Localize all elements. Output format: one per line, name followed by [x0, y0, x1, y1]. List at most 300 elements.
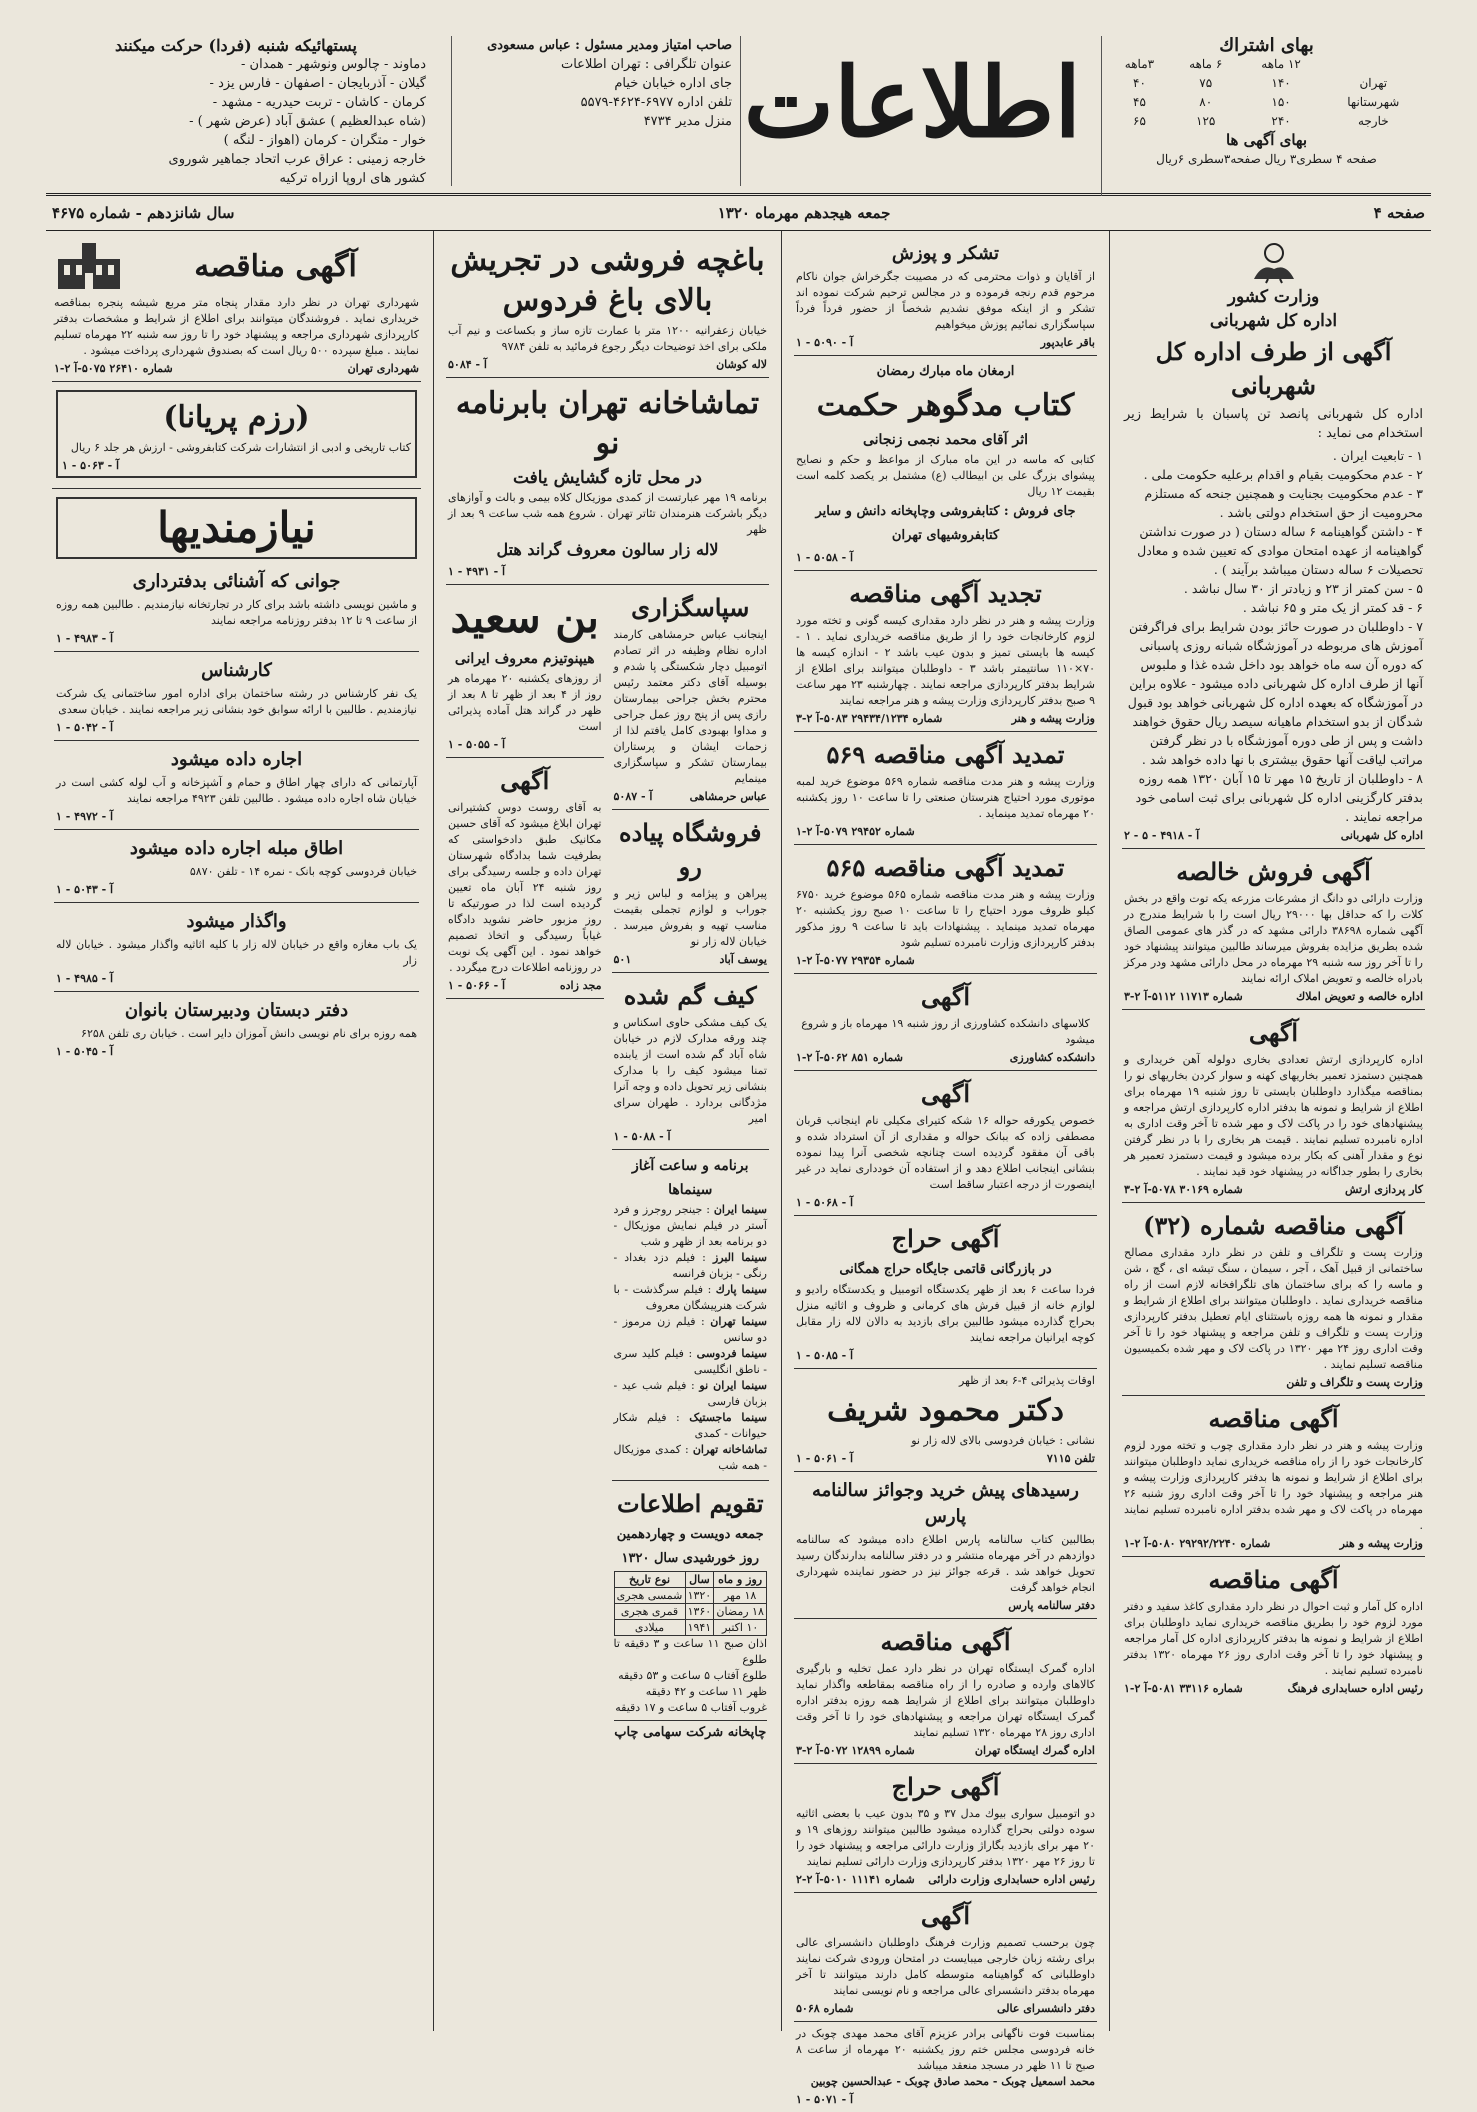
ad-title: آگهی مناقصه — [1208, 1565, 1339, 1594]
info-line: جای اداره خیابان خیام — [614, 76, 732, 91]
ad-author: اثر آقای محمد نجمی زنجانی — [862, 432, 1028, 448]
signature-text: اداره گمرك ایستگاه تهران — [974, 1744, 1095, 1757]
ad-body: از روزهای یکشنبه ۲۰ مهرماه هر روز از ۴ بعد از ظهر تا ۸ بعد از ظهر در گراند هتل آماده پذیرائی است — [448, 672, 602, 733]
ad-title: کیف گم شده — [623, 981, 757, 1010]
book-razm-ad — [52, 382, 421, 489]
doctor-address: نشانی : خیابان فردوسی بالای لاله زار نو — [911, 1434, 1095, 1447]
ad-kicker: ارمغان ماه مبارك رمضان — [876, 364, 1015, 379]
sub-price: ۱۵۰ — [1271, 95, 1291, 109]
cinema-entry: سینما ماجستیک : فیلم شکار حیوانات - کمدی — [613, 1411, 767, 1440]
police-conditions — [1124, 446, 1423, 826]
university-ad — [794, 1893, 1097, 2022]
info-line: عنوان تلگرافی : تهران اطلاعات — [560, 57, 732, 72]
renew-565-ad — [794, 845, 1097, 974]
postal-line: خارجه زمینی : عراق عرب اتحاد جماهیر شوروی — [168, 152, 426, 167]
calendar-box — [612, 1481, 770, 1751]
ad-body: یک نفر کارشناس در رشته ساختمان برای اداره امور ساختمانی یک شرکت نیازمندیم . طالبین با ارائه سوابق خود بنشانی زیر مراجعه نمایند . خیابان سعدی — [56, 687, 417, 716]
masthead — [46, 28, 1431, 196]
classified-item — [54, 903, 419, 992]
publisher-info — [451, 36, 741, 186]
cinema-entry: سینما پارك : فیلم سرگذشت - با شرکت هنرپیشگان معروف — [613, 1283, 768, 1312]
newspaper-title — [743, 28, 1081, 193]
column-4 — [46, 231, 427, 2031]
ad-subtitle: در بازرگانی قاتمی جایگاه حراج همگانی — [839, 1262, 1052, 1277]
classified-item — [54, 652, 419, 741]
ad-signature — [796, 1196, 1095, 1209]
ad-title: تمدید آگهی مناقصه ۵۶۹ — [826, 740, 1065, 769]
cinema-name: سینما ایران نو — [699, 1379, 768, 1392]
classified-item — [54, 830, 419, 903]
cinema-entry: سینما فردوسی : فیلم کلید سری - ناطق انگلیسی — [613, 1347, 768, 1376]
yearbook-ad — [794, 1472, 1097, 1619]
col-head: ۳ماهه — [1124, 57, 1155, 71]
ad-signature — [796, 1744, 1095, 1757]
column-1 — [1116, 231, 1431, 2031]
ad-title: جوانی که آشنائی بدفترداری — [132, 571, 341, 592]
ad-code: شماره ۲۶۴۱۰ ۵۰۷۵-آ ۲-۱ — [54, 362, 173, 375]
ad-title: آگهی مناقصه — [1208, 1404, 1339, 1433]
agri-college-ad — [794, 974, 1097, 1071]
signature-text: اداره کل شهربانی — [1340, 829, 1423, 842]
prayer-time: ظهر ۱۱ ساعت و ۴۲ دقیقه — [645, 1685, 767, 1698]
ad-title: آگهی — [500, 766, 550, 795]
ad-body: وزارت پیشه و هنر در نظر دارد مقداری چوب و تخته مورد لزوم کارخانجات خود را از راه مناقصه خریداری نماید داوطلبان میتوانند برای اطلاع از شرایط و نمونه ها بدفتر کارپردازی وزارت پیشه و هنر مراجعه و پیشنهاد خود را تا آخر وقت اداری روز شنبه ۲۶ مهرماه در پاکت لاک و مهر شده بدفتر اداره نامبرده تسلیم نمایند . — [1124, 1439, 1423, 1532]
list-item: ۸ - داوطلبان از تاریخ ۱۵ مهر تا ۱۵ آبان ۱۳۲۰ همه روزه بدفتر کارگزینی اداره کل شهربانی برای ثبت اسامی خود مراجعه نمایند . — [1135, 771, 1423, 824]
ad-signature — [796, 1051, 1095, 1064]
ad-body: خصوص یکورقه حواله ۱۶ شکه کتیرای مکیلی نام اینجانب قربان مصطفی زاده که ببانک حواله و مقداری از آن استرداد شده و باقی آن مفقود گردیده است چنانچه شخصی آنرا پیدا نموده بنشانی اینجانب اطلاع دهد و از استفاده آن خودداری نماید در غیر اینصورت از درجه اعتبار ساقط است — [796, 1114, 1095, 1191]
theatre-venue: لاله زار سالون معروف گراند هتل — [496, 540, 719, 559]
stats-tender-ad — [1122, 1557, 1425, 1701]
ad-body: بمناسبت فوت ناگهانی برادر عزیزم آقای محمد مهدی چوبک در خانه فردوسی مجلس ختم روز یکشنبه ۲۰ مهرماه از ساعت ۸ صبح تا ۱۱ ظهر در مسجد منعقد میباشد — [796, 2027, 1095, 2072]
signature-text: محمد اسمعیل چوبک - محمد صادق چوبک - عبدالحسین چوبین — [810, 2075, 1095, 2088]
column-3 — [440, 231, 775, 2031]
ad-signature — [1124, 1183, 1423, 1196]
ad-code: شماره ۲۹۴۵۲ ۵۰۷۹-آ ۲-۱ — [796, 825, 915, 838]
ad-signature — [448, 358, 767, 371]
ad-code: آ - ۵۰۸۸ - ۱ — [613, 1130, 671, 1143]
cinema-film: فیلم دزد بغداد - رنگی - بزبان فرانسه — [613, 1251, 767, 1280]
ad-code: شماره ۱۱۱۴۱ ۵۰۱۰-آ ۲-۲ — [796, 1873, 915, 1886]
ad-code: شماره ۲۹۴۳۴/۱۲۳۴ ۵۰۸۳-آ ۲-۳ — [796, 712, 943, 725]
ad-signature — [56, 883, 417, 896]
ad-body: فردا ساعت ۶ بعد از ظهر یکدستگاه اتومبیل و یکدستگاه رادیو و لوازم خانه از قبیل فرش های کرمانی و ظروف و اثاثیه منزل بحراج گذارده میشود طالبین برای بازدید به دالان لاله زار مقابل کوچه ایرانیان مراجعه نمایند — [796, 1283, 1095, 1344]
gratitude-ad — [612, 585, 770, 810]
classifieds-banner — [56, 497, 417, 559]
ad-body: آپارتمانی که دارای چهار اطاق و حمام و آشپزخانه و آب لوله کشی است در خیابان شاه اجاره داده میشود . طالبین تلفن ۴۹۲۳ مراجعه نمایند — [56, 776, 417, 805]
ad-code: شماره ۱۲۸۹۹ ۵۰۷۲-آ ۲-۳ — [796, 1744, 915, 1757]
condolence-ad — [794, 2022, 1097, 2112]
lion-sun-emblem-icon — [1124, 239, 1423, 285]
signature-text: دانشکده کشاورزی — [1009, 1051, 1095, 1064]
ad-signature — [1124, 1537, 1423, 1550]
sub-price: ۱۲۵ — [1196, 114, 1216, 128]
info-line: صاحب امتیاز ومدیر مسئول : عباس مسعودی — [487, 38, 732, 53]
sub-price: ۴۰ — [1133, 76, 1146, 90]
postal-line: گیلان - آذربایجان - اصفهان - فارس یزد - — [209, 76, 426, 91]
list-item: ۷ - داوطلبان در صورت حائز بودن شرایط برای فراگرفتن آموزش های مربوطه در آموزشگاه شبانه روزی پاسبانی که دوره آن سه ماه خواهد بود داخل شده غذا و ملبوس آنها از طرف اداره کل شهربانی داده میشود - علاوه براین در آموزشگاه که بعهده اداره کل شهربانی خواهد بود قبول شدگان از بدو استخدام ماهیانه سیصد ریال حقوق خواهند داشت و پس از طی دوره آموزشگاه با در نظر گرفتن مراتب لیاقت آنها حقوق بیشتری با نها داده خواهد شد . — [1127, 619, 1423, 767]
ad-signature — [56, 972, 417, 985]
razm-box — [56, 390, 417, 478]
police-recruitment-ad — [1122, 235, 1425, 849]
cinema-entry: سینما تهران : فیلم زن مرموز - دو سانس — [613, 1315, 768, 1344]
doctor-ad — [794, 1369, 1097, 1472]
info-line: تلفن اداره ۶۹۷۷-۴۶۲۴-۵۵۷۹ — [580, 95, 732, 110]
signature-text: رئیس اداره حسابداری فرهنگ — [1287, 1682, 1423, 1695]
list-item: ۵ - سن کمتر از ۲۳ و زیادتر از ۳۰ سال نباشد . — [1183, 581, 1423, 596]
ad-title: اطاق مبله اجاره داده میشود — [129, 838, 344, 859]
police-dept: اداره کل شهربانی — [1209, 311, 1338, 331]
cinema-film: جینجر روجرز و فرد آستر در فیلم نمایش موزیکال - دو برنامه بعد از ظهر و شب — [613, 1203, 767, 1248]
lost-bag-ad — [612, 973, 770, 1150]
ad-title: آگهی — [920, 1901, 971, 1930]
ad-code: آ - ۵۰۶۸ - ۱ — [796, 1196, 854, 1209]
ad-title: تشکر و پوزش — [891, 243, 1000, 264]
split-row — [446, 585, 769, 1751]
col-head: ۶ ماهه — [1189, 57, 1223, 71]
list-item: ۶ - قد کمتر از یک متر و ۶۵ نباشد . — [1242, 600, 1423, 615]
signature-text: مجد زاده — [559, 979, 602, 992]
ad-body: اداره کل آمار و ثبت احوال در نظر دارد مقداری کاغذ سفید و دفتر مورد لزوم خود را بطریق مناقصه خریداری نماید داوطلبان برای اطلاع از شرایط و نمونه ها بدفتر کارپردازی اداره کل آمار مراجعه و پیشنهاد خود را تا آخر وقت اداری روز ۲۶ مهرماه ۱۳۲۰ بدفتر نامبرده تسلیم نمایند . — [1124, 1600, 1423, 1677]
prayer-time: اذان صبح ۱۱ ساعت و ۳ دقیقه تا طلوع — [613, 1637, 767, 1666]
postal-line: دماوند - چالوس ونوشهر - همدان - — [241, 57, 426, 72]
ad-body: یک کیف مشکی حاوی اسکناس و چند ورقه مدارک لازم در خیابان شاه آباد گم شده است از یابنده تمنا میشود کیف را با مدارک بنشانی زیر تحویل داده و وجه آنرا مژدگانی بردارد . طهران سرای امیر — [613, 1016, 767, 1125]
municipality-building-icon — [54, 239, 124, 295]
ad-title: تجدید آگهی مناقصه — [849, 579, 1042, 608]
cinema-name: تماشاخانه تهران — [692, 1443, 768, 1456]
ad-signature — [796, 551, 1095, 564]
ad-body: کتابی که ماسه در این ماه مبارک از مواعظ و حکم و نصایح پیشوای بزرگ علی بن ابیطالب (ع) مشتمل بر یکصد کلمه است بقیمت ۱۲ ریال — [796, 453, 1095, 498]
boutique-ad — [612, 810, 770, 973]
ad-code: آ - ۵۰۶۱ - ۱ — [796, 1452, 854, 1465]
newspaper-name: اطلاعات — [743, 46, 1081, 159]
ad-header-row — [54, 239, 419, 295]
thanks-ad — [794, 235, 1097, 356]
doctor-name: دکتر محمود شریف — [827, 1393, 1064, 1428]
doctor-phone: تلفن ۷۱۱۵ — [1046, 1452, 1095, 1465]
table-header: روز و ماه — [714, 1572, 767, 1588]
ad-code: شماره ۲۹۲۹۲/۲۲۴۰ ۵۰۸۰-آ ۲-۱ — [1124, 1537, 1271, 1550]
ad-code: شماره ۲۹۳۵۴ ۵۰۷۷-آ ۲-۱ — [796, 954, 915, 967]
signature-text: یوسف آباد — [719, 953, 767, 966]
ad-signature — [796, 2093, 1095, 2106]
sub-price: ۴۵ — [1133, 95, 1146, 109]
table-cell: ۱۸ رمضان — [714, 1604, 767, 1620]
col-head — [1322, 55, 1425, 74]
ad-body: همه روزه برای نام نویسی دانش آموزان دایر است . خیابان ری تلفن ۶۲۵۸ — [81, 1027, 417, 1040]
crafts-tender-ad — [1122, 1396, 1425, 1557]
ad-signature — [614, 953, 768, 966]
ad-signature — [448, 565, 767, 578]
ad-body: وزارت دارائی دو دانگ از مشرعات مزرعه یکه توت واقع در بخش کلات را که حداقل بها ۲۹۰۰۰ ریال است را با شرایط مندرج در آگهی شماره ۳۸۶۹۸ دارائی مشهد که در گذر های عمومی الصاق شده بطریق مزایده بفروش میرساند طالبین میتوانند پیشنهاد خود را تا آخر روز سه شنبه ۲۹ مهرماه در محل دارائی مشهد ودر مرکز بادراه خالصه و تعویض املاک ارائه نمایند — [1124, 892, 1423, 985]
table-row — [614, 1620, 767, 1636]
sub-price: ۱۴۰ — [1271, 76, 1291, 90]
year-issue: سال شانزدهم - شماره ۴۶۷۵ — [52, 204, 235, 222]
cinema-film: فیلم کلید سری - ناطق انگلیسی — [613, 1347, 767, 1376]
columns — [46, 231, 1431, 2106]
ad-code: شماره ۳۳۱۱۶ ۵۰۸۱-آ ۲-۱ — [1124, 1682, 1243, 1695]
ad-title: آگهی حراج — [891, 1224, 1000, 1253]
ad-code: شماره ۳۰۱۶۹ ۵۰۷۸-آ ۲-۳ — [1124, 1183, 1243, 1196]
ad-code: ۵۰۱ — [613, 953, 632, 966]
ad-title: اجاره داده میشود — [170, 749, 303, 770]
ad-title: آگهی — [1248, 1018, 1299, 1047]
table-cell: میلادی — [614, 1620, 685, 1636]
ad-signature — [796, 1873, 1095, 1886]
calendar-subtitle: جمعه دویست و چهاردهمین روز خورشیدی سال ۱۳۲۰ — [616, 1527, 764, 1566]
ad-title: واگذار میشود — [186, 911, 287, 932]
signature-text: اداره خالصه و تعویض املاك — [1296, 990, 1423, 1003]
police-title: آگهی از طرف اداره کل شهربانی — [1155, 337, 1392, 400]
table-cell: شمسی هجری — [614, 1588, 685, 1604]
ad-title: تمدید آگهی مناقصه ۵۶۵ — [826, 853, 1065, 882]
table-row — [614, 1588, 767, 1604]
postal-line: کشور های اروپا ازراه ترکیه — [279, 171, 426, 186]
ad-code: آ - ۵۰۵۵ - ۱ — [448, 738, 506, 751]
postal-line: کرمان - کاشان - تربت حیدریه - مشهد - — [212, 95, 426, 110]
police-signature — [1124, 829, 1423, 842]
signature-text: رئیس اداره حسابداری وزارت دارائی — [928, 1873, 1095, 1886]
ad-body: پیراهن و پیژامه و لباس زیر و جوراب و لوازم تجملی بقیمت مناسب تهیه و بفروش میرسد . خیابان لاله زار نو — [613, 887, 767, 948]
cinema-entry: تماشاخانه تهران : کمدی موزیکال - همه شب — [613, 1443, 768, 1472]
ad-code: آ - ۵۰۸۵ - ۱ — [796, 1349, 854, 1362]
dateline — [46, 196, 1431, 231]
calendar-title: تقویم اطلاعات — [616, 1489, 764, 1518]
cinema-name: سینما البرز — [712, 1251, 767, 1264]
garden-sale-ad — [446, 235, 769, 378]
ad-signature — [796, 1349, 1095, 1362]
signature-text: باقر عابدپور — [1040, 336, 1095, 349]
column-rule — [1109, 231, 1110, 2031]
ad-body: اینجانب عباس حرمشاهی کارمند اداره نظام وظیفه در اثر تصادم اتومبیل دچار شکستگی پا شدم و بوسیله آقای دکتر معتمد رئیس محترم بخش جراحی بیمارستان رازی پس از پنج روز عمل جراحی و مداوا بهبودی کامل یافتم لذا از زحمات ایشان و پرستاران بیمارستان تشکر و سپاسگزاری مینمایم — [613, 628, 767, 785]
ad-signature — [614, 790, 768, 803]
ad-title: باغچه فروشی در تجریش بالای باغ فردوس — [450, 243, 765, 318]
ad-title: کتاب مدگوهر حکمت — [816, 388, 1075, 423]
signature-text: وزارت پیشه و هنر — [1339, 1537, 1423, 1550]
ad-signature — [56, 810, 417, 823]
ad-signature — [56, 721, 417, 734]
subscription-heading: بهای اشتراك — [1219, 35, 1314, 56]
ad-code: آ - ۵۰۸۷ — [613, 790, 653, 803]
ad-shop: جای فروش : کتابفروشی وچاپخانه دانش و سایر کتابفروشیهای تهران — [815, 504, 1076, 543]
cinema-name: سینما ماجستیک — [689, 1411, 767, 1424]
ad-code: آ - ۵۰۴۲ - ۱ — [56, 721, 114, 734]
table-cell: ۱۸ مهر — [714, 1588, 767, 1604]
signature-text: لاله کوشان — [716, 358, 767, 371]
ad-title: رسیدهای پیش خرید وجوائز سالنامه پارس — [811, 1480, 1079, 1527]
subscription-table — [1108, 55, 1425, 131]
ad-body: کتاب تاریخی و ادبی از انتشارات شرکت کتابفروشی - ارزش هر جلد ۶ ریال — [70, 441, 411, 454]
ad-body: خیابان زعفرانیه ۱۲۰۰ متر با عمارت تازه ساز و بکساعت و نیم آب ملکی برای اخذ توضیحات دیگر رجوع فرمائید به تلفن ۹۷۸۴ — [448, 324, 767, 353]
ad-subtitle: در محل تازه گشایش یافت — [512, 468, 702, 488]
ad-signature — [796, 336, 1095, 349]
sub-price: ۸۰ — [1199, 95, 1213, 109]
municipality-tender-ad — [52, 235, 421, 382]
ad-title: آگهی فروش خالصه — [1176, 857, 1371, 886]
table-cell: ۱۰ اکتبر — [714, 1620, 767, 1636]
court-notice-ad — [446, 758, 604, 999]
ad-signature — [1124, 1682, 1423, 1695]
ad-code: آ - ۵۰۶۳ - ۱ — [62, 459, 120, 472]
ad-signature — [796, 712, 1095, 725]
ad-title: بن سعید — [450, 593, 599, 642]
ad-signature — [796, 954, 1095, 967]
ad-body: بطالبین کتاب سالنامه پارس اطلاع داده میشود که سالنامه دوازدهم در آخر مهرماه منتشر و در دفتر سالنامه بدارندگان رسید تحویل خواهد شد . قرعه جوائز نیز در حضور نماینده شهرداری انجام خواهد گرفت — [796, 1533, 1095, 1594]
ad-code: آ - ۵۰۴۳ - ۱ — [56, 883, 114, 896]
ad-title: آگهی — [920, 982, 971, 1011]
ad-code: آ - ۴۹۸۳ - ۱ — [56, 632, 114, 645]
police-intro: اداره کل شهربانی پانصد تن پاسبان با شرایط زیر استخدام می نماید : — [1124, 407, 1423, 441]
ad-code: آ - ۴۹۷۲ - ۱ — [56, 810, 114, 823]
column-2 — [788, 231, 1103, 2106]
ad-title: آگهی مناقصه — [194, 249, 357, 284]
prayer-time: غروب آفتاب ۵ ساعت و ۱۷ دقیقه — [615, 1701, 767, 1714]
cinema-heading: برنامه و ساعت آغاز سینماها — [631, 1158, 749, 1198]
cinema-film: فیلم شکار حیوانات - کمدی — [613, 1411, 767, 1440]
cinema-entry: سینما البرز : فیلم دزد بغداد - رنگی - بزبان فرانسه — [613, 1251, 767, 1280]
ad-body: به آقای روست دوس کشتیرانی تهران ابلاغ میشود که آقای حسین مکانیک طبق دادخواستی که بطرفیت شما بدادگاه شهرستان تهران داده و جلسه رسیدگی برای روز شنبه ۲۴ آبان ماه تعیین گردیده است لذا در صورتیکه تا روز مزبور حاضر نشوید دادگاه غیاباً رسیدگی و اتخاذ تصمیم خواهد نمود . این آگهی یک نوبت در روزنامه اطلاعات درج میگردد . — [448, 801, 602, 974]
sub-place: شهرستانها — [1347, 95, 1400, 109]
cinema-film: فیلم سرگذشت - با شرکت هنرپیشگان معروف — [613, 1283, 767, 1312]
ad-body: دو اتومبیل سواری بیوك مدل ۳۷ و ۳۵ بدون عیب با بعضی اثاثیه سوده دولتی بحراج گذارده میشود طالبین میتوانند روزهای ۱۹ و ۲۰ مهر برای بازدید بگاراژ وزارت دارائی مراجعه و پیشنهاد خود را تا روز ۲۶ مهر ۱۳۲۰ بدفتر کارپردازی وزارت دارائی تسلیم نمایند — [796, 1807, 1095, 1868]
ad-signature — [62, 459, 411, 472]
signature-text: دفتر سالنامه پارس — [1008, 1599, 1095, 1612]
cinema-film: فیلم زن مرموز - دو سانس — [613, 1315, 767, 1344]
ad-title: آگهی مناقصه — [880, 1627, 1011, 1656]
ad-body: و ماشین نویسی داشته باشد برای کار در تجارتخانه نیازمندیم . طالبین همه روزه از ساعت ۹ تا ۱۲ بدفتر روزنامه مراجعه نمایند — [56, 598, 417, 627]
ad-title: فروشگاه پیاده رو — [619, 818, 762, 881]
ads-price-heading: بهای آگهی ها — [1225, 131, 1308, 149]
ad-signature — [796, 1599, 1095, 1612]
printer-name: چاپخانه شرکت سهامی چاپ — [614, 1720, 768, 1745]
sub-price: ۶۵ — [1133, 114, 1146, 128]
ad-body: از آقایان و ذوات محترمی که در مصیبت جگرخراش جوان ناکام مرحوم قدم رنجه فرموده و در مجالس ترحیم شرکت نموده اند تشکر و از اینکه موفق نشدیم شخصاً از حضور فرداً فرداً سپاسگزاری نمائیم پوزش میخواهیم — [796, 270, 1095, 331]
table-header: سال — [685, 1572, 714, 1588]
ad-title: آگهی حراج — [891, 1772, 1000, 1801]
sub-place: خارجه — [1357, 114, 1389, 128]
ad-body: خیابان فردوسی کوچه بانک - نمره ۱۴ - تلفن ۵۸۷۰ — [189, 865, 417, 878]
list-item: ۳ - عدم محکومیت بجنایت و همچنین جنحه که مستلزم محرومیت از حق استخدام دولتی باشد . — [1144, 486, 1423, 520]
ad-body: وزارت پیشه و هنر مدت مناقصه شماره ۵۶۹ موضوع خرید لمبه موتوری مورد احتیاج هنرستان صنعتی را تا ساعت ۱۰ روز یکشنبه ۲۰ مهرماه تمدید مینماید . — [796, 775, 1095, 820]
ad-code: آ - ۴۹۱۸ - ۵ - ۲ — [1124, 829, 1200, 842]
ad-signature — [54, 362, 419, 375]
postal-line: (شاه عبدالعظیم ) عشق آباد (عرض شهر ) - — [189, 114, 426, 129]
ad-signature — [56, 632, 417, 645]
ad-code: آ - ۵۰۸۴ — [448, 358, 487, 371]
cinema-name: سینما ایران — [713, 1203, 767, 1216]
cinema-film: فیلم شب عید - بزبان فارسی — [613, 1379, 767, 1408]
cinema-name: سینما پارك — [715, 1283, 768, 1296]
classified-item — [54, 992, 419, 1064]
ad-title: تماشاخانه تهران بابرنامه نو — [455, 386, 760, 461]
auction-ad — [794, 1216, 1097, 1369]
signature-text: عباس حرمشاهی — [689, 790, 767, 803]
split-right — [612, 585, 770, 1751]
cinema-name: سینما تهران — [710, 1315, 768, 1328]
theatre-ad — [446, 378, 769, 585]
signature-text: وزارت پست و تلگراف و تلفن — [1286, 1376, 1423, 1389]
ad-body: وزارت پیشه و هنر در نظر دارد مقداری کیسه گونی و تخته مورد لزوم کارخانجات خود را از طریق مناقصه خریداری نماید . ۱ - کیسه ها بایستی تمیز و بدون عیب باشد ۲ - اندازه کیسه ها ۷۰×۱۱۰ سانتیمتر باشد ۳ - داوطلبان میتوانند برای اطلاع از شرایط بدفتر کارپردازی مراجعه نمایند . چهارشنبه ۲۳ مهر ساعت ۹ صبح بدفتر کارپردازی وزارت پیشه و هنر مراجعه نمایند — [796, 614, 1095, 707]
sub-price: ۲۴۰ — [1271, 114, 1291, 128]
ad-title: آگهی مناقصه شماره (۳۲) — [1143, 1211, 1404, 1240]
ad-title: سپاسگزاری — [631, 593, 750, 622]
postal-heading: پستهائیکه شنبه (فردا) حرکت میکنند — [115, 36, 357, 55]
table-cell: قمری هجری — [614, 1604, 685, 1620]
ad-body: وزارت پیشه و هنر مدت مناقصه شماره ۵۶۵ موضوع خرید ۶۷۵۰ کیلو ظروف مورد احتیاج را تا ساعت ۱۰ صبح روز یکشنبه ۲۰ مهرماه تمدید مینماید . پیشنهادات باید تا ساعت ۹ روز مذکور بدفتر کارپردازی وزارت نامبرده تسلیم شود — [796, 888, 1096, 949]
ad-code: آ - ۵۰۴۵ - ۱ — [56, 1045, 114, 1058]
book-ad — [794, 356, 1097, 571]
postal-line: خوار - متگران - کرمان (اهواز - لنگه ) — [223, 133, 426, 148]
ad-title: کارشناس — [201, 660, 272, 681]
ad-body: وزارت پست و تلگراف و تلفن در نظر دارد مقداری مصالح ساختمانی از قبیل آهک ، آجر ، سیمان ، سنگ تیشه ای ، گچ ، شن و ماسه را که برای ساختمان های تلگرافخانه لازم است از راه مناقصه خریداری نماید . داوطلبان میتوانند برای اطلاع از شرایط و مقدار و نمونه ها همه روزه باستثنای ایام تعطیل بدفتر کارپردازی وزارت پست و تلگراف و تلفن مراجعه و پیشنهاد خود را تا آخر وقت اداری روز ۲۴ مهر ۱۳۲۰ در پاکت لاک و مهر شده بکمیسیون مناقصه تسلیم نمایند . — [1124, 1246, 1423, 1371]
ad-subtitle: هیپنوتیزم معروف ایرانی — [454, 651, 595, 667]
signature-text: کار پردازی ارتش — [1344, 1183, 1423, 1196]
col-head: ۱۲ ماهه — [1261, 57, 1301, 71]
cinema-entry: سینما ایران : جینجر روجرز و فرد آستر در فیلم نمایش موزیکال - دو برنامه بعد از ظهر و شب — [613, 1203, 767, 1248]
sub-place: تهران — [1359, 76, 1388, 90]
ad-signature — [796, 1452, 1095, 1465]
renew-tender-ad — [794, 571, 1097, 732]
ad-code: آ - ۵۰۵۸ - ۱ — [796, 551, 854, 564]
ad-title: (رزم پریانا) — [163, 400, 310, 435]
ministry-name: وزارت کشور — [1227, 287, 1320, 307]
renew-569-ad — [794, 732, 1097, 845]
list-item: ۴ - داشتن گواهینامه ۶ ساله دستان ( در صورت نداشتن گواهینامه از عهده امتحان موادی که تعیین شده و معادل تحصیلات ۶ ساله دستان میباشد برآیند ) . — [1137, 524, 1423, 577]
ad-signature — [1124, 990, 1423, 1003]
cinema-name: سینما فردوسی — [696, 1347, 768, 1360]
ad-signature — [448, 738, 602, 751]
ad-title: دفتر دبستان ودبیرستان بانوان — [124, 1000, 349, 1021]
doctor-hours: اوقات پذیرائی ۴-۶ بعد از ظهر — [958, 1374, 1095, 1387]
prayer-time: طلوع آفتاب ۵ ساعت و ۵۳ دقیقه — [618, 1669, 767, 1682]
table-row — [614, 1604, 767, 1620]
ad-body: اداره گمرک ایستگاه تهران در نظر دارد عمل تخلیه و بارگیری کالاهای وارده و صادره را از راه مناقصه بمقاطعه واگذار نماید داوطلبان میتوانند برای اطلاع از شرایط همه روزه بدفتر اداره گمرک ایستگاه تهران مراجعه و پیشنهادهای خود را تا آخر وقت اداری روز ۲۸ مهرماه ۱۳۲۰ تسلیم نمایند — [796, 1662, 1095, 1739]
ad-signature — [614, 1130, 768, 1143]
list-item: ۱ - تابعیت ایران . — [1332, 448, 1423, 463]
classifieds — [52, 489, 421, 1070]
car-auction-ad — [794, 1764, 1097, 1893]
ad-title: آگهی — [920, 1079, 971, 1108]
table-cell: ۱۳۲۰ — [685, 1588, 714, 1604]
ad-signature — [1124, 1376, 1423, 1389]
calendar-table — [614, 1571, 768, 1636]
table-cell: ۱۹۴۱ — [685, 1620, 714, 1636]
ad-signature — [56, 1045, 417, 1058]
ad-code: آ - ۵۰۶۶ - ۱ — [448, 979, 506, 992]
ads-price-line: صفحه ۴ سطری۳ ریال صفحه۳سطری ۶ریال — [1156, 152, 1377, 166]
ad-body: چون برحسب تصمیم وزارت فرهنگ داوطلبان دانشسرای عالی برای رشته زبان خارجی میبایست در امتحان ورودی شرکت نمایند داوطلبانی که گواهینامه متوسطه کامل دارند میتوانند تا آخر مهرماه بدفتر دانشسرای عالی مراجعه و نام نویسی نمایند — [796, 1936, 1095, 1997]
ad-code: شماره ۸۵۱ ۵۰۶۲-آ ۲-۱ — [796, 1051, 903, 1064]
subscription-box — [1101, 36, 1431, 196]
ad-code: آ - ۴۹۸۵ - ۱ — [56, 972, 114, 985]
classifieds-title: نیازمندیها — [157, 503, 316, 552]
column-rule — [781, 231, 782, 2031]
ad-body: شهرداری تهران در نظر دارد مقدار پنجاه متر مربع شیشه پنجره بمناقصه خریداری نماید . فروشندگان میتوانند برای اطلاع از شرایط و مشخصات بدفتر کارپردازی شهرداری مراجعه و پیشنهاد خود را تا روز سه شنبه ۲۲ مهرماه تسلیم نمایند . مبلغ سپرده ۵۰۰ ریال است که بصندوق شهرداری پرداخت میشود . — [54, 296, 419, 357]
signature-text: دفتر دانشسرای عالی — [996, 2002, 1095, 2015]
ad-signature — [796, 825, 1095, 838]
ad-code: شماره ۱۱۷۱۳ ۵۱۱۲-آ ۲-۳ — [1124, 990, 1243, 1003]
info-line: منزل مدیر ۴۷۳۴ — [643, 114, 732, 129]
signature-text: وزارت پیشه و هنر — [1011, 712, 1095, 725]
hypnotist-ad — [446, 585, 604, 758]
list-item: ۲ - عدم محکومیت بقیام و اقدام برعلیه حکومت ملی . — [1143, 467, 1423, 482]
ad-code: آ - ۵۰۹۰ - ۱ — [796, 336, 854, 349]
army-ad — [1122, 1010, 1425, 1203]
cinema-entry: سینما ایران نو : فیلم شب عید - بزبان فارسی — [613, 1379, 768, 1408]
signature-text: شهرداری تهران — [347, 362, 419, 375]
table-cell: ۱۳۶۰ — [685, 1604, 714, 1620]
ad-body: اداره کارپردازی ارتش تعدادی بخاری دولوله آهن خریداری و همچنین دستمزد تعمیر بخاریهای کهنه و سوار کردن بخاریهای نو را بمناقصه میگذارد داوطلبان بایستی تا روز شنبه ۱۹ مهرماه برای اطلاع از شرایط و نمونه ها بدفتر اداره کارپردازی ارتش مراجعه و پیشنهادهای خود را در پاکت لاک و مهر شده تا آخر وقت اداری به اداره نامبرده تسلیم نمایند . قیمت هر بخاری را با در نظر گرفتن نوع و مقدار آهنی که بکار برده میشود و قیمت دستمزد تعمیر هر بخاری را بطور جداگانه در پیشنهاد خود قید نمایند . — [1124, 1053, 1423, 1178]
table-header: نوع تاریخ — [614, 1572, 685, 1588]
